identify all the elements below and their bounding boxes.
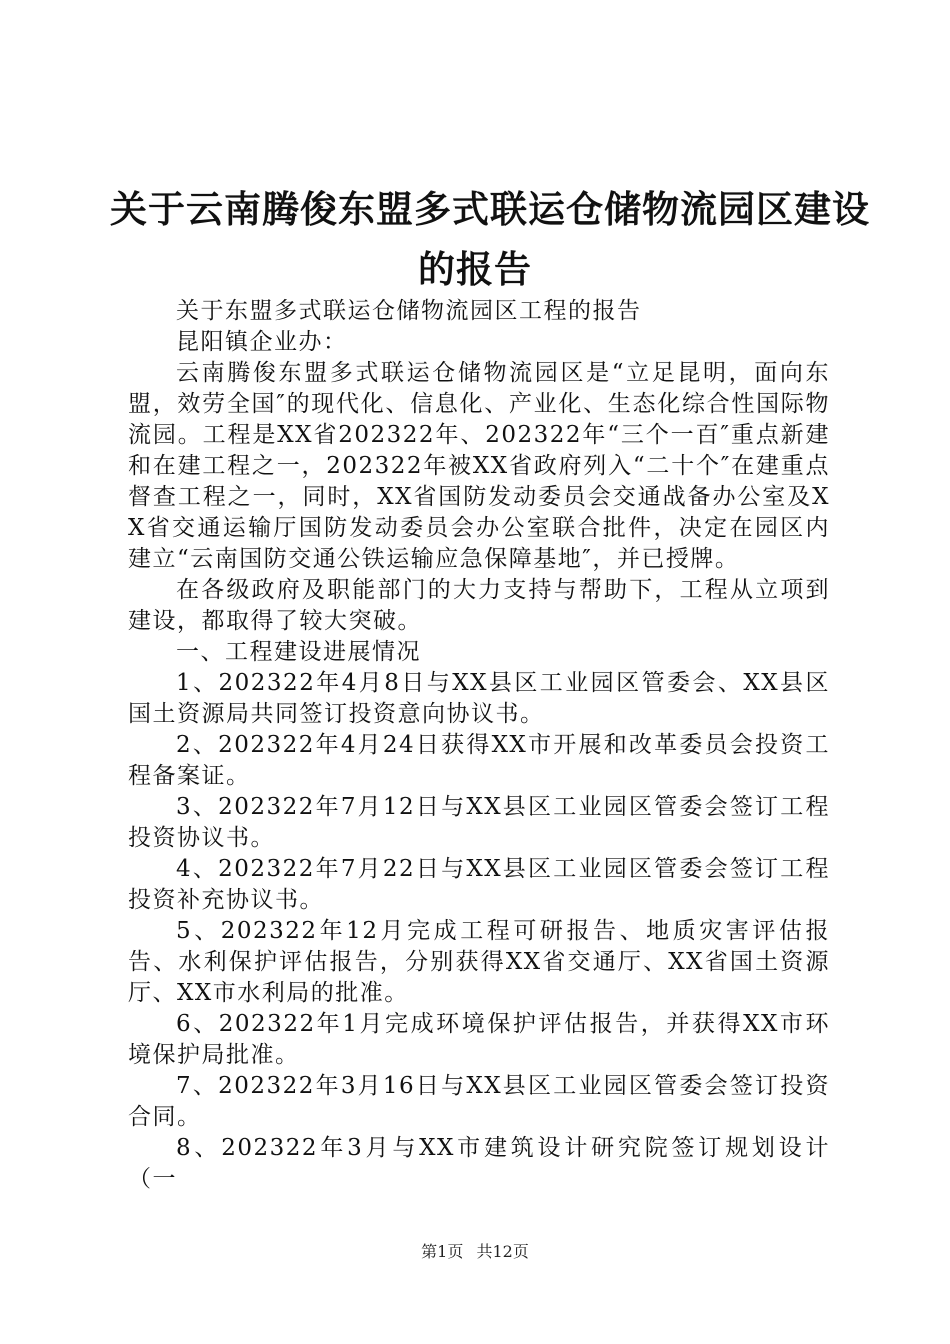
title-line-1: 关于云南腾俊东盟多式联运仓储物流园区建设 [110, 188, 870, 231]
paragraph-support: 在各级政府及职能部门的大力支持与帮助下，工程从立项到建设，都取得了较大突破。 [128, 577, 830, 634]
list-item: 5、202322年12月完成工程可研报告、地质灾害评估报告、水利保护评估报告，分别获得XX省交通厅、XX省国土资源厅、XX市水利局的批准。 [128, 918, 830, 1006]
paragraph-intro: 云南腾俊东盟多式联运仓储物流园区是“立足昆明，面向东盟，效劳全国″的现代化、信息化、产业化、生态化综合性国际物流园。工程是XX省202322年、202322年“三个一百″重点新建和在建工程之一，202322年被XX省政府列入“二十个″在建重点督查工程之一，同时，XX省国防发动委员会交通战备办公室及XX省交通运输厅国防发动委员会办公室联合批件，决定在园区内建立“云南国防交通公铁运输应急保障基地″，并已授牌。 [128, 360, 830, 572]
paragraph-subtitle: 关于东盟多式联运仓储物流园区工程的报告 [176, 298, 642, 324]
list-item: 7、202322年3月16日与XX县区工业园区管委会签订投资合同。 [128, 1073, 830, 1130]
page-footer [0, 1242, 950, 1262]
document-title [110, 180, 870, 300]
list-item: 1、202322年4月8日与XX县区工业园区管委会、XX县区国土资源局共同签订投资意向协议书。 [128, 670, 830, 727]
list-item: 4、202322年7月22日与XX县区工业园区管委会签订工程投资补充协议书。 [128, 856, 830, 913]
page-number: 第1页 [421, 1242, 464, 1261]
list-item: 6、202322年1月完成环境保护评估报告，并获得XX市环境保护局批准。 [128, 1011, 830, 1068]
paragraph-addressee: 昆阳镇企业办： [176, 329, 348, 355]
section-heading: 一、工程建设进展情况 [176, 639, 421, 665]
page-total: 共12页 [476, 1242, 529, 1261]
document-body [128, 296, 830, 1195]
title-line-2: 的报告 [418, 248, 532, 291]
list-item: 3、202322年7月12日与XX县区工业园区管委会签订工程投资协议书。 [128, 794, 830, 851]
list-item: 8、202322年3月与XX市建筑设计研究院签订规划设计（一 [128, 1135, 830, 1192]
list-item: 2、202322年4月24日获得XX市开展和改革委员会投资工程备案证。 [128, 732, 830, 789]
